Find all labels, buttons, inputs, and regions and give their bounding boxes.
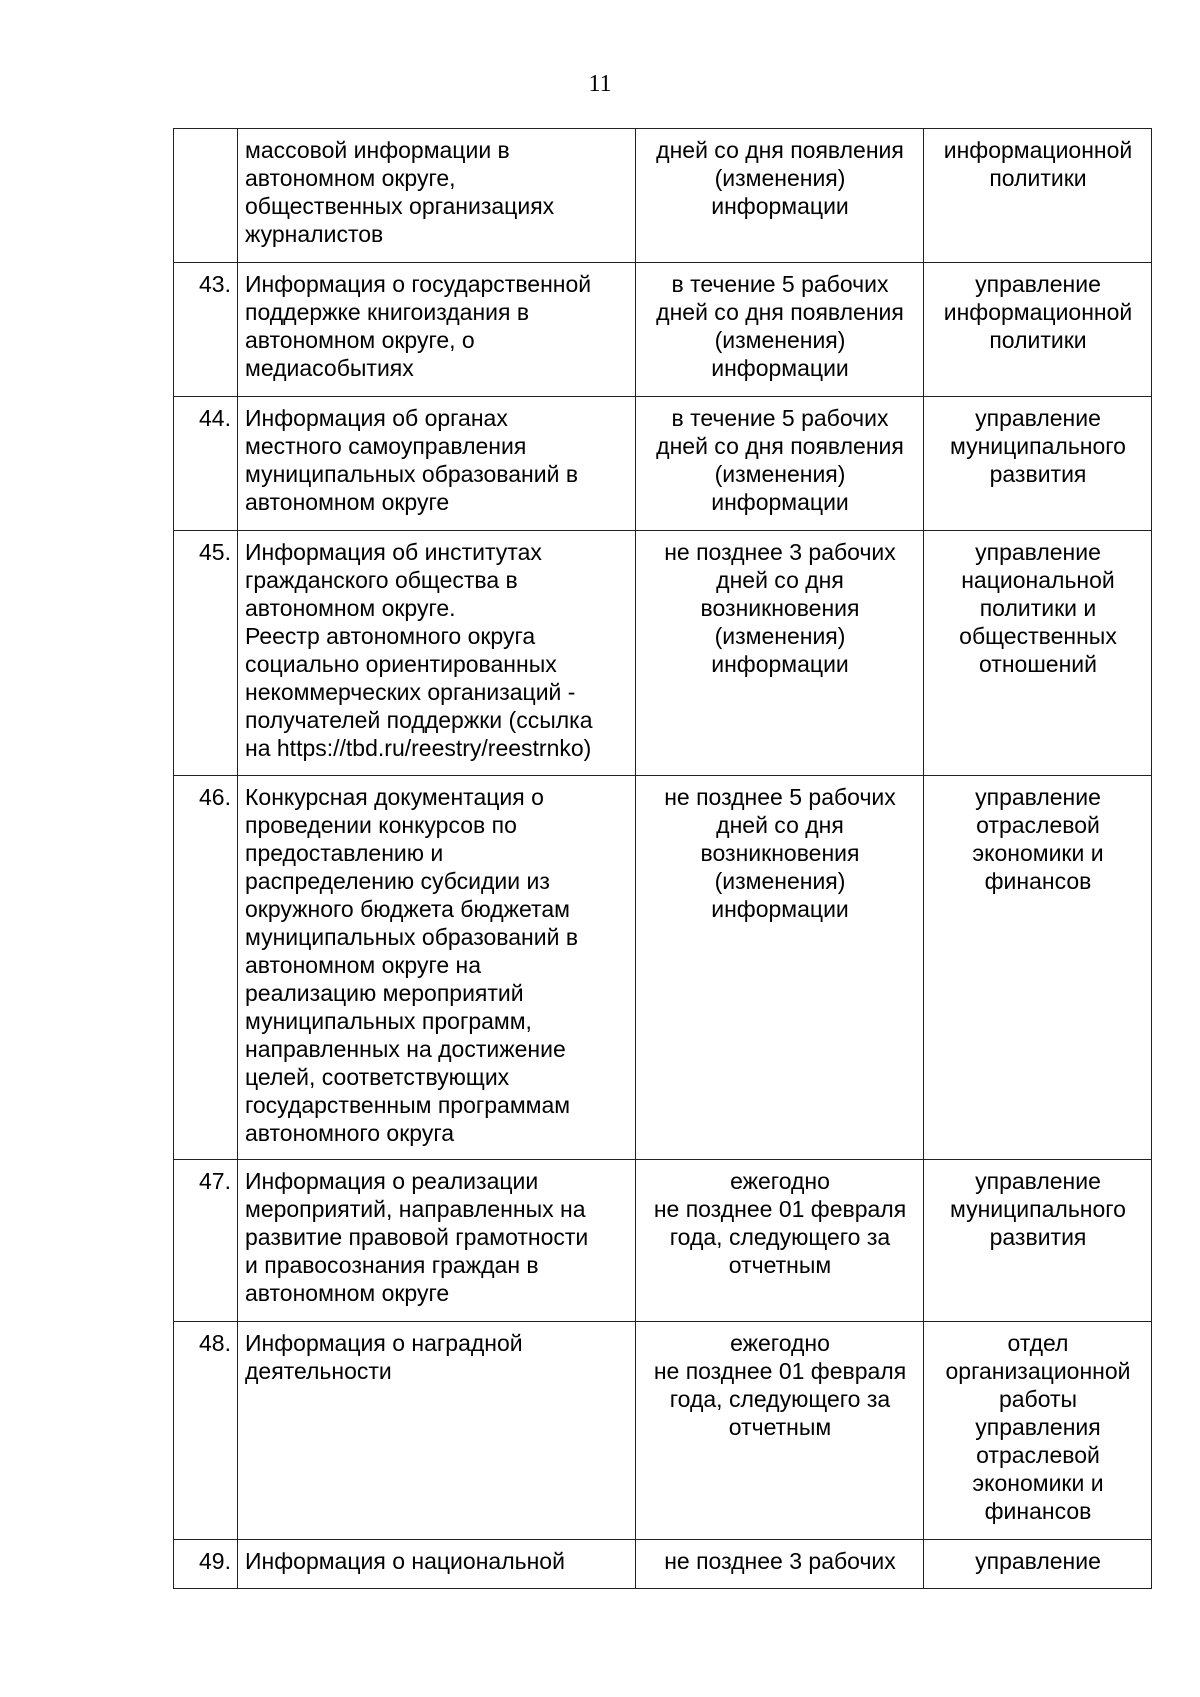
info-cell: Конкурсная документация о проведении конкурсов по предоставлению и распределению субсидии из окружного бюджета бюджетам муниципальных образований в автономном округе на реализацию мероприятий муниципальных программ, направленных на достижение целей, соответствующих государственным программам автономного округа [238, 776, 636, 1160]
deadline-cell: ежегодно не позднее 01 февраля года, следующего за отчетным [636, 1322, 924, 1540]
responsible-cell: управление информационной политики [924, 263, 1152, 397]
table-row [174, 1322, 1152, 1540]
responsible-cell: информационной политики [924, 129, 1152, 263]
table-row [174, 397, 1152, 531]
row-number: 45. [174, 531, 238, 776]
table-row [174, 1540, 1152, 1589]
deadline-cell: в течение 5 рабочих дней со дня появления (изменения) информации [636, 397, 924, 531]
info-cell: Информация об институтах гражданского общества в автономном округе. Реестр автономного округа социально ориентированных некоммерческих организаций - получателей поддержки (ссылка на https://tbd.ru/reestry/reestrnko) [238, 531, 636, 776]
table-row [174, 263, 1152, 397]
row-number: 49. [174, 1540, 238, 1589]
info-cell: Информация о наградной деятельности [238, 1322, 636, 1540]
responsible-cell: отдел организационной работы управления отраслевой экономики и финансов [924, 1322, 1152, 1540]
responsible-cell: управление отраслевой экономики и финансов [924, 776, 1152, 1160]
deadline-cell: не позднее 5 рабочих дней со дня возникновения (изменения) информации [636, 776, 924, 1160]
deadline-cell: дней со дня появления (изменения) информации [636, 129, 924, 263]
row-number: 46. [174, 776, 238, 1160]
table-row [174, 129, 1152, 263]
row-number: 43. [174, 263, 238, 397]
deadline-cell: в течение 5 рабочих дней со дня появления (изменения) информации [636, 263, 924, 397]
responsible-cell: управление национальной политики и общественных отношений [924, 531, 1152, 776]
info-cell: Информация о государственной поддержке книгоиздания в автономном округе, о медиасобытиях [238, 263, 636, 397]
info-cell: Информация о реализации мероприятий, направленных на развитие правовой грамотности и правосознания граждан в автономном округе [238, 1160, 636, 1322]
row-number [174, 129, 238, 263]
deadline-cell: ежегодно не позднее 01 февраля года, следующего за отчетным [636, 1160, 924, 1322]
deadline-cell: не позднее 3 рабочих дней со дня возникновения (изменения) информации [636, 531, 924, 776]
info-cell: Информация об органах местного самоуправления муниципальных образований в автономном округе [238, 397, 636, 531]
table-row [174, 776, 1152, 1160]
responsible-cell: управление муниципального развития [924, 397, 1152, 531]
information-table [173, 128, 1152, 1589]
row-number: 48. [174, 1322, 238, 1540]
row-number: 47. [174, 1160, 238, 1322]
info-cell: массовой информации в автономном округе, общественных организациях журналистов [238, 129, 636, 263]
deadline-cell: не позднее 3 рабочих [636, 1540, 924, 1589]
responsible-cell: управление муниципального развития [924, 1160, 1152, 1322]
page-number: 11 [588, 71, 612, 97]
table-row [174, 531, 1152, 776]
row-number: 44. [174, 397, 238, 531]
responsible-cell: управление [924, 1540, 1152, 1589]
table-row [174, 1160, 1152, 1322]
info-cell: Информация о национальной [238, 1540, 636, 1589]
